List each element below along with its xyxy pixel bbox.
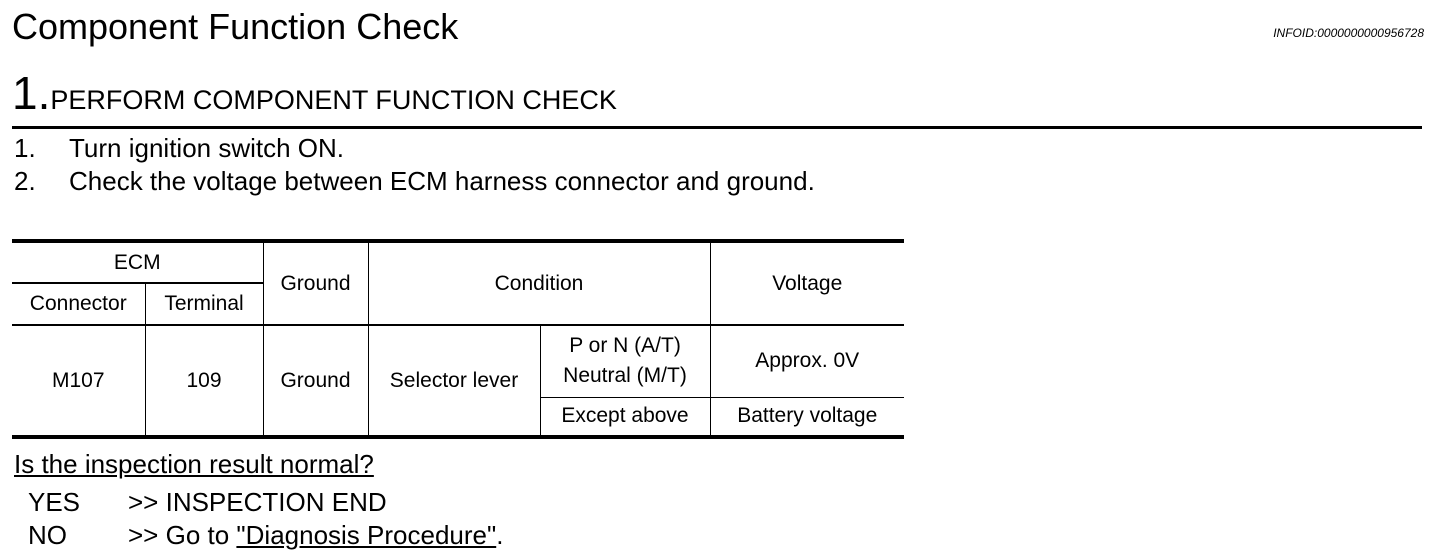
inspection-question: Is the inspection result normal?: [14, 449, 374, 479]
instruction-item: [14, 132, 815, 165]
instruction-list: [14, 132, 815, 198]
voltage-spec-table: [12, 239, 904, 439]
answer-no: [28, 519, 503, 552]
cell-connector: M107: [12, 325, 145, 437]
cell-ground: Ground: [263, 325, 368, 437]
info-id: INFOID:0000000000956728: [1273, 26, 1424, 40]
instruction-text: Check the voltage between ECM harness connector and ground.: [69, 166, 815, 196]
step-title: PERFORM COMPONENT FUNCTION CHECK: [50, 85, 617, 115]
header-ecm: ECM: [12, 241, 263, 283]
answer-key: NO: [28, 520, 67, 550]
answer-text: >> Go to: [128, 520, 237, 550]
cell-voltage: Approx. 0V: [710, 325, 904, 397]
cell-state-except: Except above: [540, 397, 710, 437]
header-terminal: Terminal: [145, 283, 263, 325]
answer-key: YES: [28, 487, 81, 517]
answer-list: [28, 486, 503, 552]
header-voltage: Voltage: [710, 241, 904, 325]
answer-suffix: .: [496, 520, 504, 550]
cell-state-park-neutral: [540, 325, 710, 397]
header-connector: Connector: [12, 283, 145, 325]
answer-text: >> INSPECTION END: [128, 487, 387, 517]
page-title: Component Function Check: [12, 6, 459, 47]
header-ground: Ground: [263, 241, 368, 325]
instruction-text: Turn ignition switch ON.: [69, 133, 345, 163]
step-heading: [12, 66, 617, 120]
instruction-number: 1.: [14, 133, 36, 163]
table-header-row: [12, 241, 904, 283]
answer-yes: [28, 486, 503, 519]
header-condition: Condition: [368, 241, 710, 325]
step-number: 1.: [12, 67, 51, 119]
cell-condition: Selector lever: [368, 325, 540, 437]
instruction-item: [14, 165, 815, 198]
state-line: P or N (A/T): [569, 334, 681, 358]
state-line: Neutral (M/T): [563, 364, 687, 388]
section-divider: [12, 126, 1422, 129]
cell-terminal: 109: [145, 325, 263, 437]
cell-voltage: Battery voltage: [710, 397, 904, 437]
instruction-number: 2.: [14, 166, 36, 196]
diagnosis-procedure-link[interactable]: "Diagnosis Procedure": [236, 520, 497, 550]
table-row: [12, 325, 904, 397]
